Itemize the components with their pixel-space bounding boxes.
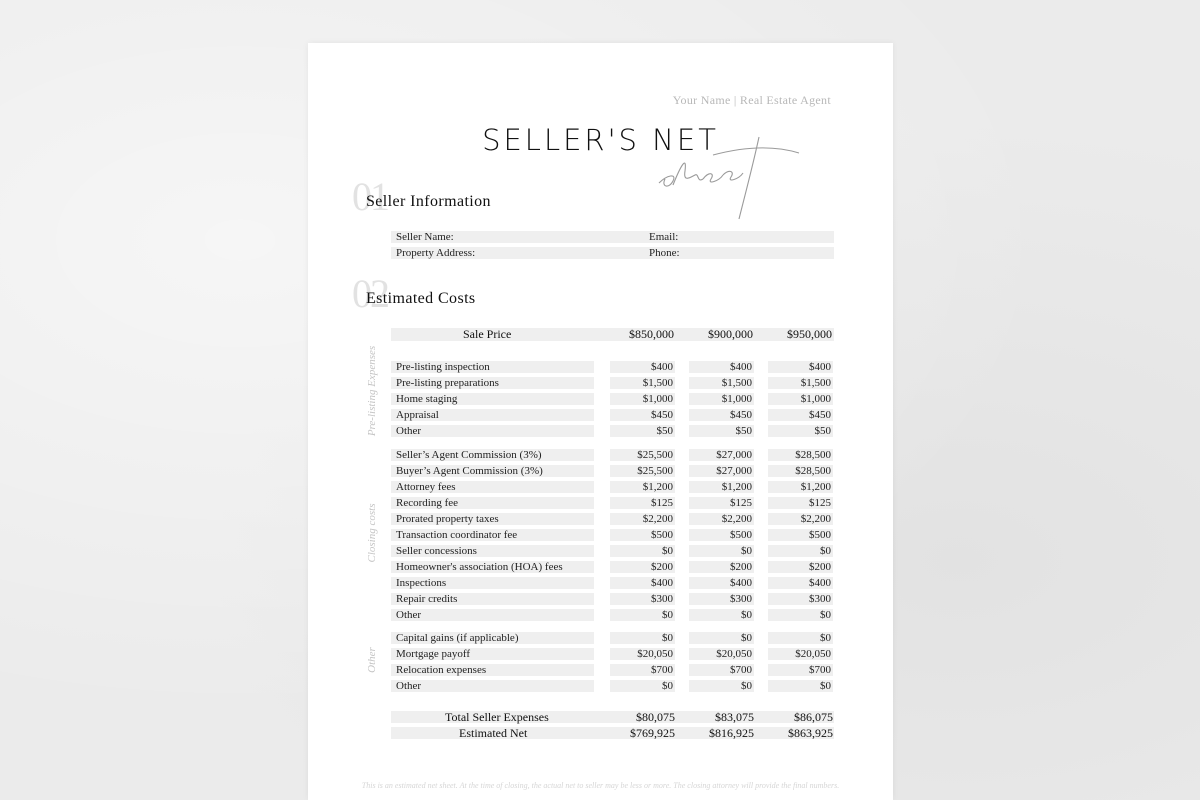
row-value: $2,200 xyxy=(689,513,754,525)
row-value: $500 xyxy=(610,529,675,541)
sale-price-value: $850,000 xyxy=(629,327,674,341)
row-value: $450 xyxy=(768,409,833,421)
row-value: $450 xyxy=(689,409,754,421)
page-title: SELLER'S NET xyxy=(482,123,719,157)
seller-name-label: Seller Name: xyxy=(396,231,454,243)
row-value: $0 xyxy=(610,545,675,557)
row-value: $27,000 xyxy=(689,465,754,477)
row-label: Transaction coordinator fee xyxy=(396,529,518,541)
row-label: Home staging xyxy=(396,393,458,405)
row-value: $700 xyxy=(610,664,675,676)
row-value: $500 xyxy=(689,529,754,541)
table-row xyxy=(391,680,594,692)
sale-price-value: $950,000 xyxy=(787,327,832,341)
row-value: $28,500 xyxy=(768,449,833,461)
seller-row-1 xyxy=(391,231,834,243)
total-expenses-value: $80,075 xyxy=(636,710,675,724)
row-value: $20,050 xyxy=(689,648,754,660)
row-label: Mortgage payoff xyxy=(396,648,471,660)
row-value: $0 xyxy=(768,545,833,557)
pre-listing-expenses-group-label: Pre-listing Expenses xyxy=(366,345,378,437)
row-value: $400 xyxy=(610,361,675,373)
row-label: Appraisal xyxy=(396,409,439,421)
row-label: Capital gains (if applicable) xyxy=(396,632,519,644)
row-value: $700 xyxy=(768,664,833,676)
row-value: $20,050 xyxy=(610,648,675,660)
estimated-costs-heading: Estimated Costs xyxy=(366,290,476,307)
row-value: $2,200 xyxy=(610,513,675,525)
row-value: $400 xyxy=(768,577,833,589)
row-value: $1,500 xyxy=(768,377,833,389)
row-label: Attorney fees xyxy=(396,481,456,493)
row-label: Repair credits xyxy=(396,593,458,605)
row-value: $0 xyxy=(610,632,675,644)
row-value: $400 xyxy=(610,577,675,589)
row-value: $0 xyxy=(768,632,833,644)
email-label: Email: xyxy=(649,231,679,243)
row-value: $200 xyxy=(768,561,833,573)
other-group-label: Other xyxy=(366,647,378,673)
property-address-label: Property Address: xyxy=(396,247,476,259)
row-value: $125 xyxy=(610,497,675,509)
row-value: $28,500 xyxy=(768,465,833,477)
row-label: Pre-listing preparations xyxy=(396,377,499,389)
row-value: $300 xyxy=(768,593,833,605)
row-value: $50 xyxy=(768,425,833,437)
row-value: $50 xyxy=(689,425,754,437)
row-label: Inspections xyxy=(396,577,447,589)
row-value: $500 xyxy=(768,529,833,541)
row-label: Homeowner's association (HOA) fees xyxy=(396,561,563,573)
net-sheet-page xyxy=(308,43,893,800)
row-value: $25,500 xyxy=(610,465,675,477)
table-row xyxy=(391,425,594,437)
disclaimer-footer: This is an estimated net sheet. At the time of closing, the actual net to seller may be less or more. The closing attorney will provide the final numbers. xyxy=(361,781,840,790)
row-label: Relocation expenses xyxy=(396,664,487,676)
sheet-script-decoration xyxy=(653,135,803,225)
row-value: $25,500 xyxy=(610,449,675,461)
seller-information-heading: Seller Information xyxy=(366,193,491,210)
table-row xyxy=(391,609,594,621)
row-label: Pre-listing inspection xyxy=(396,361,490,373)
row-value: $1,000 xyxy=(610,393,675,405)
row-value: $1,000 xyxy=(689,393,754,405)
total-expenses-value: $83,075 xyxy=(715,710,754,724)
row-value: $300 xyxy=(689,593,754,605)
row-value: $1,000 xyxy=(768,393,833,405)
row-value: $1,500 xyxy=(610,377,675,389)
agent-name: Your Name | Real Estate Agent xyxy=(672,93,831,107)
row-value: $0 xyxy=(768,609,833,621)
section-number-01: 01 xyxy=(352,174,388,219)
row-value: $0 xyxy=(610,680,675,692)
row-label: Other xyxy=(396,425,422,437)
row-value: $400 xyxy=(768,361,833,373)
estimated-net-label: Estimated Net xyxy=(459,726,528,740)
total-expenses-label: Total Seller Expenses xyxy=(445,710,549,724)
row-value: $50 xyxy=(610,425,675,437)
row-value: $125 xyxy=(768,497,833,509)
row-value: $1,200 xyxy=(610,481,675,493)
row-value: $200 xyxy=(610,561,675,573)
row-value: $1,200 xyxy=(689,481,754,493)
row-value: $1,200 xyxy=(768,481,833,493)
row-value: $2,200 xyxy=(768,513,833,525)
row-label: Other xyxy=(396,680,422,692)
sale-price-value: $900,000 xyxy=(708,327,753,341)
row-value: $0 xyxy=(689,680,754,692)
section-number-02: 02 xyxy=(352,271,388,316)
row-value: $1,500 xyxy=(689,377,754,389)
row-label: Recording fee xyxy=(396,497,458,509)
total-expenses-value: $86,075 xyxy=(794,710,833,724)
estimated-net-value: $769,925 xyxy=(630,726,675,740)
row-value: $200 xyxy=(689,561,754,573)
row-value: $0 xyxy=(768,680,833,692)
estimated-net-value: $816,925 xyxy=(709,726,754,740)
closing-costs-group-label: Closing costs xyxy=(366,503,378,563)
row-value: $0 xyxy=(689,609,754,621)
row-value: $125 xyxy=(689,497,754,509)
row-value: $450 xyxy=(610,409,675,421)
row-value: $0 xyxy=(689,632,754,644)
phone-label: Phone: xyxy=(649,247,680,259)
row-value: $700 xyxy=(689,664,754,676)
row-label: Buyer’s Agent Commission (3%) xyxy=(396,465,543,477)
row-label: Seller’s Agent Commission (3%) xyxy=(396,449,542,461)
row-label: Other xyxy=(396,609,422,621)
row-value: $27,000 xyxy=(689,449,754,461)
row-value: $300 xyxy=(610,593,675,605)
row-value: $400 xyxy=(689,361,754,373)
row-value: $20,050 xyxy=(768,648,833,660)
row-value: $0 xyxy=(689,545,754,557)
row-value: $400 xyxy=(689,577,754,589)
estimated-net-value: $863,925 xyxy=(788,726,833,740)
row-label: Seller concessions xyxy=(396,545,477,557)
sale-price-label: Sale Price xyxy=(463,327,512,341)
row-value: $0 xyxy=(610,609,675,621)
row-label: Prorated property taxes xyxy=(396,513,499,525)
